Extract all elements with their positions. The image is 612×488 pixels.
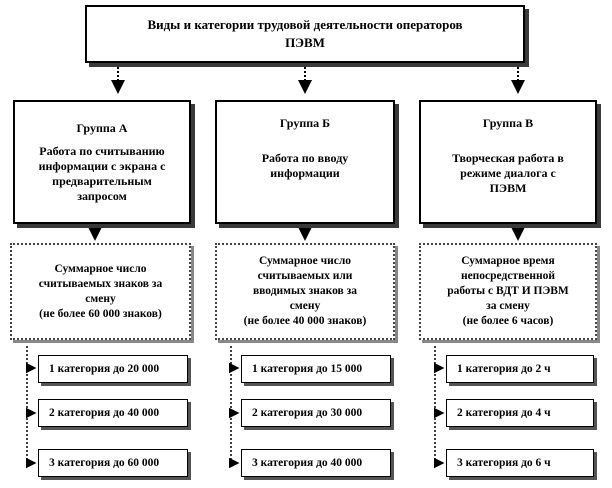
summary-b-line: Суммарное число: [258, 255, 352, 267]
group-v-desc-line: режиме диалога с: [460, 166, 556, 180]
group-a-desc-line: предварительным: [52, 173, 152, 188]
group-v-desc-line: Творческая работа в: [452, 151, 564, 165]
group-a-category-2: 2 категория до 40 000: [38, 399, 188, 427]
group-v-name: Группа В: [482, 116, 534, 130]
group-v-category-2: 2 категория до 4 ч: [446, 399, 594, 427]
group-b-name: Группа Б: [279, 116, 331, 130]
summary-b-line: (не более 40 000 знаков): [243, 315, 367, 327]
summary-a-line: (не более 60 000 знаков): [39, 307, 162, 320]
summary-a-line: смену: [85, 292, 116, 305]
summary-v-line: Суммарное время: [461, 255, 555, 267]
group-a-category-3: 3 категория до 60 000: [38, 449, 188, 477]
title-line-2: ПЭВМ: [285, 35, 325, 50]
group-v-category-3: 3 категория до 6 ч: [446, 449, 594, 477]
group-v-category-1: 1 категория до 2 ч: [446, 355, 594, 383]
group-b-desc-line: Работа по вводу: [261, 151, 349, 165]
group-a-summary: [10, 243, 191, 340]
summary-v-line: за смену: [486, 300, 530, 312]
summary-v-line: работы с ВДТ И ПЭВМ: [447, 285, 569, 297]
title-line-1: Виды и категории трудовой деятельности операторов: [147, 17, 463, 32]
group-a-category-1: 1 категория до 20 000: [38, 355, 188, 383]
group-a-box: [13, 100, 191, 224]
group-b-desc-line: информации: [270, 166, 340, 180]
group-v-desc-line: ПЭВМ: [489, 181, 527, 195]
group-a-desc-line: информации с экрана с: [38, 158, 166, 173]
group-b-box: [215, 100, 395, 224]
group-a-desc-line: запросом: [77, 188, 127, 203]
group-b-category-2: 2 категория до 30 000: [241, 399, 391, 427]
group-a-name: Группа А: [76, 120, 128, 135]
summary-b-line: вводимых знаков за: [252, 285, 358, 297]
summary-b-line: считываемых или: [257, 270, 353, 282]
summary-v-line: (не более 6 часов): [462, 315, 554, 327]
group-a-desc-line: Работа по считыванию: [39, 143, 165, 158]
group-b-category-1: 1 категория до 15 000: [241, 355, 391, 383]
summary-a-line: Суммарное число: [54, 262, 147, 275]
summary-a-line: считываемых знаков за: [38, 277, 163, 290]
group-b-summary: [215, 243, 395, 340]
summary-v-line: непосредственной: [460, 270, 556, 282]
summary-b-line: смену: [289, 300, 321, 312]
group-b-category-3: 3 категория до 40 000: [241, 449, 391, 477]
group-v-summary: [419, 243, 597, 340]
title-box: [85, 5, 525, 63]
group-v-box: [419, 100, 597, 224]
